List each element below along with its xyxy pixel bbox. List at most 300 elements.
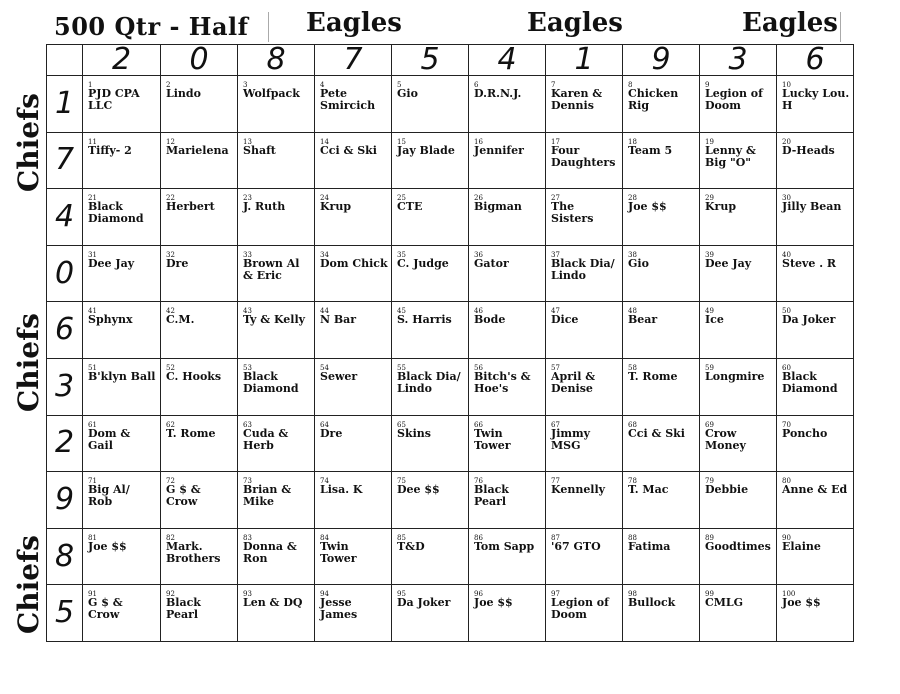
column-digit: 9 <box>623 45 700 76</box>
square-number: 24 <box>320 194 329 203</box>
square <box>315 132 392 189</box>
square-number: 100 <box>782 590 796 599</box>
square-number: 56 <box>474 363 483 372</box>
square-owner: Brian & Mike <box>243 483 292 509</box>
square-owner: Da Joker <box>782 313 836 327</box>
square-number: 48 <box>628 307 637 316</box>
column-digit: 3 <box>700 45 777 76</box>
square <box>83 302 161 359</box>
square-owner: Cci & Ski <box>628 426 685 440</box>
square <box>83 358 161 415</box>
square-number: 72 <box>166 477 175 486</box>
square-owner: CMLG <box>705 596 744 610</box>
square <box>238 472 315 529</box>
square <box>315 358 392 415</box>
square-owner: G $ & Crow <box>166 483 201 509</box>
row-digit: 6 <box>47 302 83 359</box>
square-owner: Len & DQ <box>243 596 303 610</box>
square <box>469 302 546 359</box>
square-owner: Donna & Ron <box>243 539 297 565</box>
square-owner: Elaine <box>782 539 821 553</box>
square <box>700 528 777 585</box>
square-owner: Gio <box>397 87 418 100</box>
square <box>623 245 700 302</box>
square <box>623 302 700 359</box>
square <box>623 189 700 246</box>
square-number: 4 <box>320 81 325 89</box>
square-number: 21 <box>88 194 97 203</box>
square-number: 6 <box>474 81 479 89</box>
square <box>700 358 777 415</box>
square-owner: Dom Chick <box>320 256 388 270</box>
square-number: 37 <box>551 250 560 259</box>
square-owner: G $ & Crow <box>88 596 123 622</box>
square-owner: Cuda & Herb <box>243 426 289 452</box>
square-owner: Legion of Doom <box>551 596 609 622</box>
square-number: 86 <box>474 533 483 542</box>
square-number: 88 <box>628 533 637 542</box>
column-digit: 6 <box>777 45 854 76</box>
square-number: 71 <box>88 477 97 486</box>
square-number: 84 <box>320 533 329 542</box>
square <box>777 415 854 472</box>
square-number: 96 <box>474 590 483 599</box>
square <box>83 415 161 472</box>
square-number: 53 <box>243 363 252 372</box>
square <box>623 76 700 133</box>
square-owner: Bear <box>628 313 658 327</box>
square-owner: Joe $$ <box>782 596 821 610</box>
square-owner: Bitch's & Hoe's <box>474 369 531 395</box>
square <box>700 302 777 359</box>
square <box>469 358 546 415</box>
square-owner: Dee Jay <box>705 256 752 270</box>
square-number: 51 <box>88 363 97 372</box>
square-owner: Gator <box>474 256 509 270</box>
square <box>469 189 546 246</box>
square-number: 32 <box>166 250 175 259</box>
square-number: 77 <box>551 477 560 486</box>
square <box>161 528 238 585</box>
square-number: 12 <box>166 137 175 146</box>
square-owner: Bode <box>474 313 506 327</box>
square <box>777 245 854 302</box>
square-owner: '67 GTO <box>551 539 601 553</box>
grid-row <box>47 302 854 359</box>
square-owner: Poncho <box>782 426 828 440</box>
square <box>161 189 238 246</box>
square <box>546 189 623 246</box>
square-number: 76 <box>474 477 483 486</box>
square-number: 23 <box>243 194 252 203</box>
grid-row <box>47 189 854 246</box>
square-owner: Ice <box>705 313 724 327</box>
header <box>0 0 900 44</box>
square-number: 19 <box>705 137 714 146</box>
square <box>546 302 623 359</box>
square-number: 42 <box>166 307 175 316</box>
square-number: 98 <box>628 590 637 599</box>
square-owner: C.M. <box>166 313 195 327</box>
square <box>161 132 238 189</box>
square-number: 30 <box>782 194 791 203</box>
row-digit: 5 <box>47 585 83 642</box>
square-number: 93 <box>243 590 252 599</box>
square <box>161 472 238 529</box>
square-number: 33 <box>243 250 252 259</box>
square-number: 54 <box>320 363 329 372</box>
square-number: 94 <box>320 590 329 599</box>
grid-row <box>47 76 854 133</box>
square-number: 60 <box>782 363 791 372</box>
square-number: 68 <box>628 420 637 429</box>
square <box>161 585 238 642</box>
square-number: 64 <box>320 420 329 429</box>
square-number: 78 <box>628 477 637 486</box>
square-owner: Team 5 <box>628 143 673 157</box>
square-number: 15 <box>397 137 406 146</box>
header-divider <box>840 12 841 42</box>
square <box>161 245 238 302</box>
square-number: 74 <box>320 477 329 486</box>
square-number: 91 <box>88 590 97 599</box>
square-owner: Sewer <box>320 369 358 383</box>
square <box>238 528 315 585</box>
grid-row <box>47 132 854 189</box>
square <box>777 189 854 246</box>
square <box>623 528 700 585</box>
square-owner: Crow Money <box>705 426 746 452</box>
column-digit: 8 <box>238 45 315 76</box>
square <box>777 132 854 189</box>
square-number: 65 <box>397 420 406 429</box>
square <box>700 245 777 302</box>
row-digit: 1 <box>47 76 83 133</box>
square <box>83 528 161 585</box>
square-number: 89 <box>705 533 714 542</box>
square-number: 57 <box>551 363 560 372</box>
square-number: 61 <box>88 420 97 429</box>
square <box>623 585 700 642</box>
square <box>83 585 161 642</box>
square <box>546 358 623 415</box>
square-number: 22 <box>166 194 175 203</box>
square-owner: Debbie <box>705 483 749 497</box>
square-owner: Dee $$ <box>397 483 440 497</box>
row-digit: 7 <box>47 132 83 189</box>
square <box>315 245 392 302</box>
square-number: 9 <box>705 81 710 89</box>
grid-row <box>47 415 854 472</box>
square-number: 95 <box>397 590 406 599</box>
column-team-label: Eagles <box>527 8 623 38</box>
square <box>623 415 700 472</box>
square-number: 67 <box>551 420 560 429</box>
square-number: 17 <box>551 137 560 146</box>
square-owner: Joe $$ <box>628 200 667 214</box>
square <box>315 585 392 642</box>
square <box>238 245 315 302</box>
square-number: 13 <box>243 137 252 146</box>
square-owner: Black Diamond <box>243 369 299 395</box>
square <box>546 472 623 529</box>
square <box>83 76 161 133</box>
square-number: 69 <box>705 420 714 429</box>
square-owner: Fatima <box>628 539 671 553</box>
square-owner: Jilly Bean <box>782 200 842 214</box>
square-owner: Wolfpack <box>243 87 300 100</box>
square <box>469 76 546 133</box>
square-number: 47 <box>551 307 560 316</box>
square <box>315 189 392 246</box>
square-owner: Longmire <box>705 369 765 383</box>
grid-corner <box>47 45 83 76</box>
square-owner: Jesse James <box>320 596 358 622</box>
square-owner: Chicken Rig <box>628 87 679 112</box>
column-digit: 5 <box>392 45 469 76</box>
square-owner: Da Joker <box>397 596 451 610</box>
square-number: 20 <box>782 137 791 146</box>
square-number: 35 <box>397 250 406 259</box>
square <box>392 189 469 246</box>
square-owner: D.R.N.J. <box>474 87 522 100</box>
square-owner: Black Diamond <box>782 369 838 395</box>
row-digit: 9 <box>47 472 83 529</box>
square-number: 11 <box>88 137 97 146</box>
square-number: 82 <box>166 533 175 542</box>
column-digit: 0 <box>161 45 238 76</box>
square-owner: Krup <box>320 200 352 214</box>
square <box>315 76 392 133</box>
grid-row <box>47 528 854 585</box>
square <box>546 585 623 642</box>
square-number: 92 <box>166 590 175 599</box>
square-number: 1 <box>88 81 93 89</box>
square-owner: Dee Jay <box>88 256 135 270</box>
square-number: 70 <box>782 420 791 429</box>
square-owner: C. Hooks <box>166 369 222 383</box>
square-owner: Tiffy- 2 <box>88 143 132 157</box>
row-digit: 0 <box>47 245 83 302</box>
square-owner: The Sisters <box>551 200 594 226</box>
square <box>623 132 700 189</box>
square-number: 97 <box>551 590 560 599</box>
square-owner: Gio <box>628 256 649 270</box>
square <box>469 585 546 642</box>
grid-row <box>47 472 854 529</box>
square-owner: T&D <box>397 539 425 553</box>
square-number: 3 <box>243 81 248 89</box>
square <box>392 528 469 585</box>
square-owner: Black Pearl <box>474 483 509 509</box>
square <box>161 76 238 133</box>
square-number: 55 <box>397 363 406 372</box>
square-number: 73 <box>243 477 252 486</box>
square-owner: CTE <box>397 200 423 214</box>
row-team-label: Chiefs <box>12 313 45 412</box>
square <box>238 585 315 642</box>
square-number: 31 <box>88 250 97 259</box>
grid-row <box>47 585 854 642</box>
square-number: 40 <box>782 250 791 259</box>
column-team-label: Eagles <box>306 8 402 38</box>
square-owner: Black Dia/ Lindo <box>397 369 461 395</box>
square-owner: Twin Tower <box>320 539 357 565</box>
square-number: 52 <box>166 363 175 372</box>
square-number: 26 <box>474 194 483 203</box>
square-number: 8 <box>628 81 633 89</box>
square-number: 80 <box>782 477 791 486</box>
square <box>777 76 854 133</box>
square <box>161 302 238 359</box>
square-number: 27 <box>551 194 560 203</box>
square <box>83 132 161 189</box>
square-owner: T. Rome <box>628 369 678 383</box>
square-owner: Black Pearl <box>166 596 201 622</box>
square-owner: Lucky Lou. H <box>782 87 850 112</box>
square-owner: PJD CPA LLC <box>88 87 140 112</box>
column-digit: 2 <box>83 45 161 76</box>
square <box>777 358 854 415</box>
square-owner: Black Dia/ Lindo <box>551 256 615 282</box>
square-number: 83 <box>243 533 252 542</box>
square <box>700 132 777 189</box>
square-owner: Big Al/ Rob <box>88 483 130 509</box>
square-owner: Skins <box>397 426 431 440</box>
square-owner: Ty & Kelly <box>243 313 306 327</box>
square-number: 28 <box>628 194 637 203</box>
square-number: 62 <box>166 420 175 429</box>
square-owner: April & Denise <box>551 369 596 395</box>
square-number: 39 <box>705 250 714 259</box>
square-number: 16 <box>474 137 483 146</box>
square-owner: Cci & Ski <box>320 143 377 157</box>
square-number: 14 <box>320 137 329 146</box>
square-owner: Anne & Ed <box>782 483 848 497</box>
square-number: 45 <box>397 307 406 316</box>
square <box>700 189 777 246</box>
square-owner: Sphynx <box>88 313 133 327</box>
square-number: 43 <box>243 307 252 316</box>
square-number: 50 <box>782 307 791 316</box>
square <box>469 415 546 472</box>
square-number: 44 <box>320 307 329 316</box>
square-owner: Lindo <box>166 87 201 100</box>
square <box>469 472 546 529</box>
square <box>777 585 854 642</box>
row-digit: 3 <box>47 358 83 415</box>
square-owner: Dre <box>166 256 189 270</box>
square-number: 49 <box>705 307 714 316</box>
square <box>392 585 469 642</box>
square-number: 66 <box>474 420 483 429</box>
square <box>315 528 392 585</box>
square-owner: Tom Sapp <box>474 539 535 553</box>
square <box>161 415 238 472</box>
square-owner: Jennifer <box>474 143 524 157</box>
square <box>777 472 854 529</box>
square-owner: T. Mac <box>628 483 669 497</box>
square <box>315 302 392 359</box>
square-owner: S. Harris <box>397 313 452 327</box>
header-divider <box>268 12 269 42</box>
square-number: 34 <box>320 250 329 259</box>
square <box>392 76 469 133</box>
square-owner: Pete Smircich <box>320 87 376 112</box>
square-owner: Mark. Brothers <box>166 539 221 565</box>
square <box>623 472 700 529</box>
squares-grid <box>46 44 854 642</box>
square-number: 99 <box>705 590 714 599</box>
square-owner: T. Rome <box>166 426 216 440</box>
square-owner: Dice <box>551 313 579 327</box>
square-owner: Shaft <box>243 143 276 157</box>
square-owner: Krup <box>705 200 737 214</box>
square-number: 18 <box>628 137 637 146</box>
square-owner: Lisa. K <box>320 483 363 497</box>
square <box>469 245 546 302</box>
column-digit: 1 <box>546 45 623 76</box>
square <box>392 132 469 189</box>
row-digit: 8 <box>47 528 83 585</box>
square <box>700 472 777 529</box>
square <box>392 302 469 359</box>
pool-title: 500 Qtr - Half <box>54 12 249 41</box>
square <box>238 189 315 246</box>
square <box>83 472 161 529</box>
square <box>546 415 623 472</box>
square-owner: B'klyn Ball <box>88 369 156 383</box>
square-number: 81 <box>88 533 97 542</box>
square <box>623 358 700 415</box>
square-owner: Marielena <box>166 143 229 157</box>
square-owner: Karen & Dennis <box>551 87 603 112</box>
grid-row <box>47 358 854 415</box>
square-owner: Dom & Gail <box>88 426 131 452</box>
square <box>392 358 469 415</box>
square-owner: Jay Blade <box>397 143 455 157</box>
square <box>392 472 469 529</box>
square-owner: Dre <box>320 426 343 440</box>
square <box>238 302 315 359</box>
square <box>546 528 623 585</box>
square-owner: Legion of Doom <box>705 87 763 112</box>
square-number: 46 <box>474 307 483 316</box>
square-owner: Bigman <box>474 200 522 214</box>
square-owner: Bullock <box>628 596 676 610</box>
row-digit: 2 <box>47 415 83 472</box>
square <box>469 132 546 189</box>
square-number: 2 <box>166 81 171 89</box>
square <box>546 76 623 133</box>
square-owner: Goodtimes <box>705 539 771 553</box>
column-team-label: Eagles <box>742 8 838 38</box>
square <box>700 76 777 133</box>
square-number: 38 <box>628 250 637 259</box>
square-owner: Joe $$ <box>474 596 513 610</box>
square-owner: Joe $$ <box>88 539 127 553</box>
square-owner: Brown Al & Eric <box>243 256 300 282</box>
square <box>161 358 238 415</box>
square <box>392 245 469 302</box>
square <box>238 76 315 133</box>
square <box>777 302 854 359</box>
square-owner: Black Diamond <box>88 200 144 226</box>
square <box>238 132 315 189</box>
square-number: 7 <box>551 81 556 89</box>
row-digit: 4 <box>47 189 83 246</box>
column-digit: 7 <box>315 45 392 76</box>
